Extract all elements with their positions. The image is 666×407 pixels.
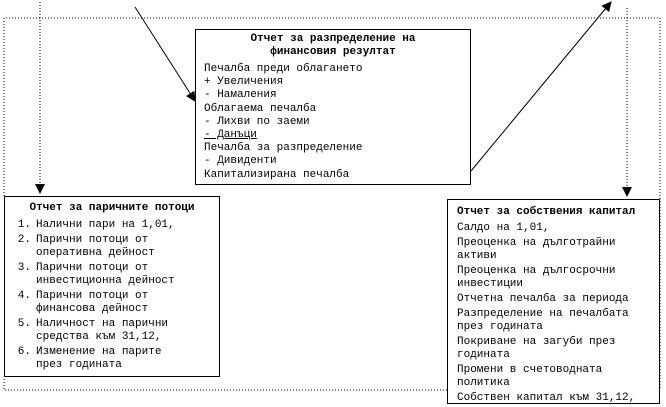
cash-flows-list bbox=[11, 219, 213, 372]
list-item bbox=[11, 219, 213, 232]
list-item-number: 6. bbox=[17, 346, 31, 358]
list-item-text: Парични потоци от инвестиционна дейност bbox=[36, 262, 175, 287]
financial-result-title-line2: финансовия резултат bbox=[270, 46, 396, 58]
list-item-text: Наличност на парични средства към 31,12, bbox=[36, 318, 169, 343]
list-item-text: Налични пари на 1,01, bbox=[36, 219, 175, 231]
list-item-number: 5. bbox=[17, 318, 31, 330]
financial-result-title-line1: Отчет за разпределение на bbox=[250, 33, 416, 45]
list-item-text: Парични потоци от финансова дейност bbox=[36, 290, 149, 315]
list-item-number: 4. bbox=[17, 290, 31, 302]
financial-result-title bbox=[196, 33, 470, 59]
equity-box bbox=[447, 199, 660, 404]
equity-row: Покриване на загуби през годината bbox=[457, 336, 616, 361]
arrow-into-financial-result bbox=[135, 7, 195, 101]
financial-row: Печалба за разпределение bbox=[204, 142, 363, 155]
financial-result-box bbox=[195, 29, 471, 185]
list-item-number: 1. bbox=[17, 219, 31, 231]
equity-row: Отчетна печалба за периода bbox=[457, 293, 629, 305]
equity-title: Отчет за собствения капитал bbox=[457, 206, 636, 218]
financial-row-taxes: - Данъци bbox=[204, 128, 257, 141]
list-item bbox=[11, 318, 213, 344]
list-item bbox=[11, 290, 213, 316]
arrow-out-of-financial-result bbox=[471, 2, 611, 171]
list-item bbox=[11, 262, 213, 288]
financial-row: Капитализирана печалба bbox=[204, 168, 350, 181]
equity-row: Преоценка на дълготрайни активи bbox=[457, 237, 616, 262]
equity-row: Собствен капитал към 31,12, bbox=[457, 392, 636, 404]
cash-flows-title: Отчет за паричните потоци bbox=[29, 202, 195, 214]
equity-row: Промени в счетоводната политика bbox=[457, 364, 603, 389]
list-item bbox=[11, 234, 213, 260]
equity-row: Преоценка на дългосрочни инвестиции bbox=[457, 265, 616, 290]
financial-row: + Увеличения bbox=[204, 76, 284, 89]
list-item-text: Парични потоци от оперативна дейност bbox=[36, 234, 155, 259]
cash-flows-box bbox=[4, 196, 220, 377]
financial-row: - Намаления bbox=[204, 89, 277, 102]
financial-row: Облагаема печалба bbox=[204, 102, 317, 115]
financial-row: Печалба преди облагането bbox=[204, 63, 363, 75]
equity-row: Салдо на 1,01, bbox=[457, 222, 550, 234]
list-item-number: 3. bbox=[17, 262, 31, 274]
equity-row: Разпределение на печалбата през годината bbox=[457, 308, 629, 333]
list-item-text: Изменение на парите през годината bbox=[36, 346, 162, 371]
list-item bbox=[11, 346, 213, 372]
financial-row: - Лихви по заеми bbox=[204, 115, 310, 128]
list-item-number: 2. bbox=[17, 234, 31, 246]
financial-row: - Дивиденти bbox=[204, 155, 277, 168]
